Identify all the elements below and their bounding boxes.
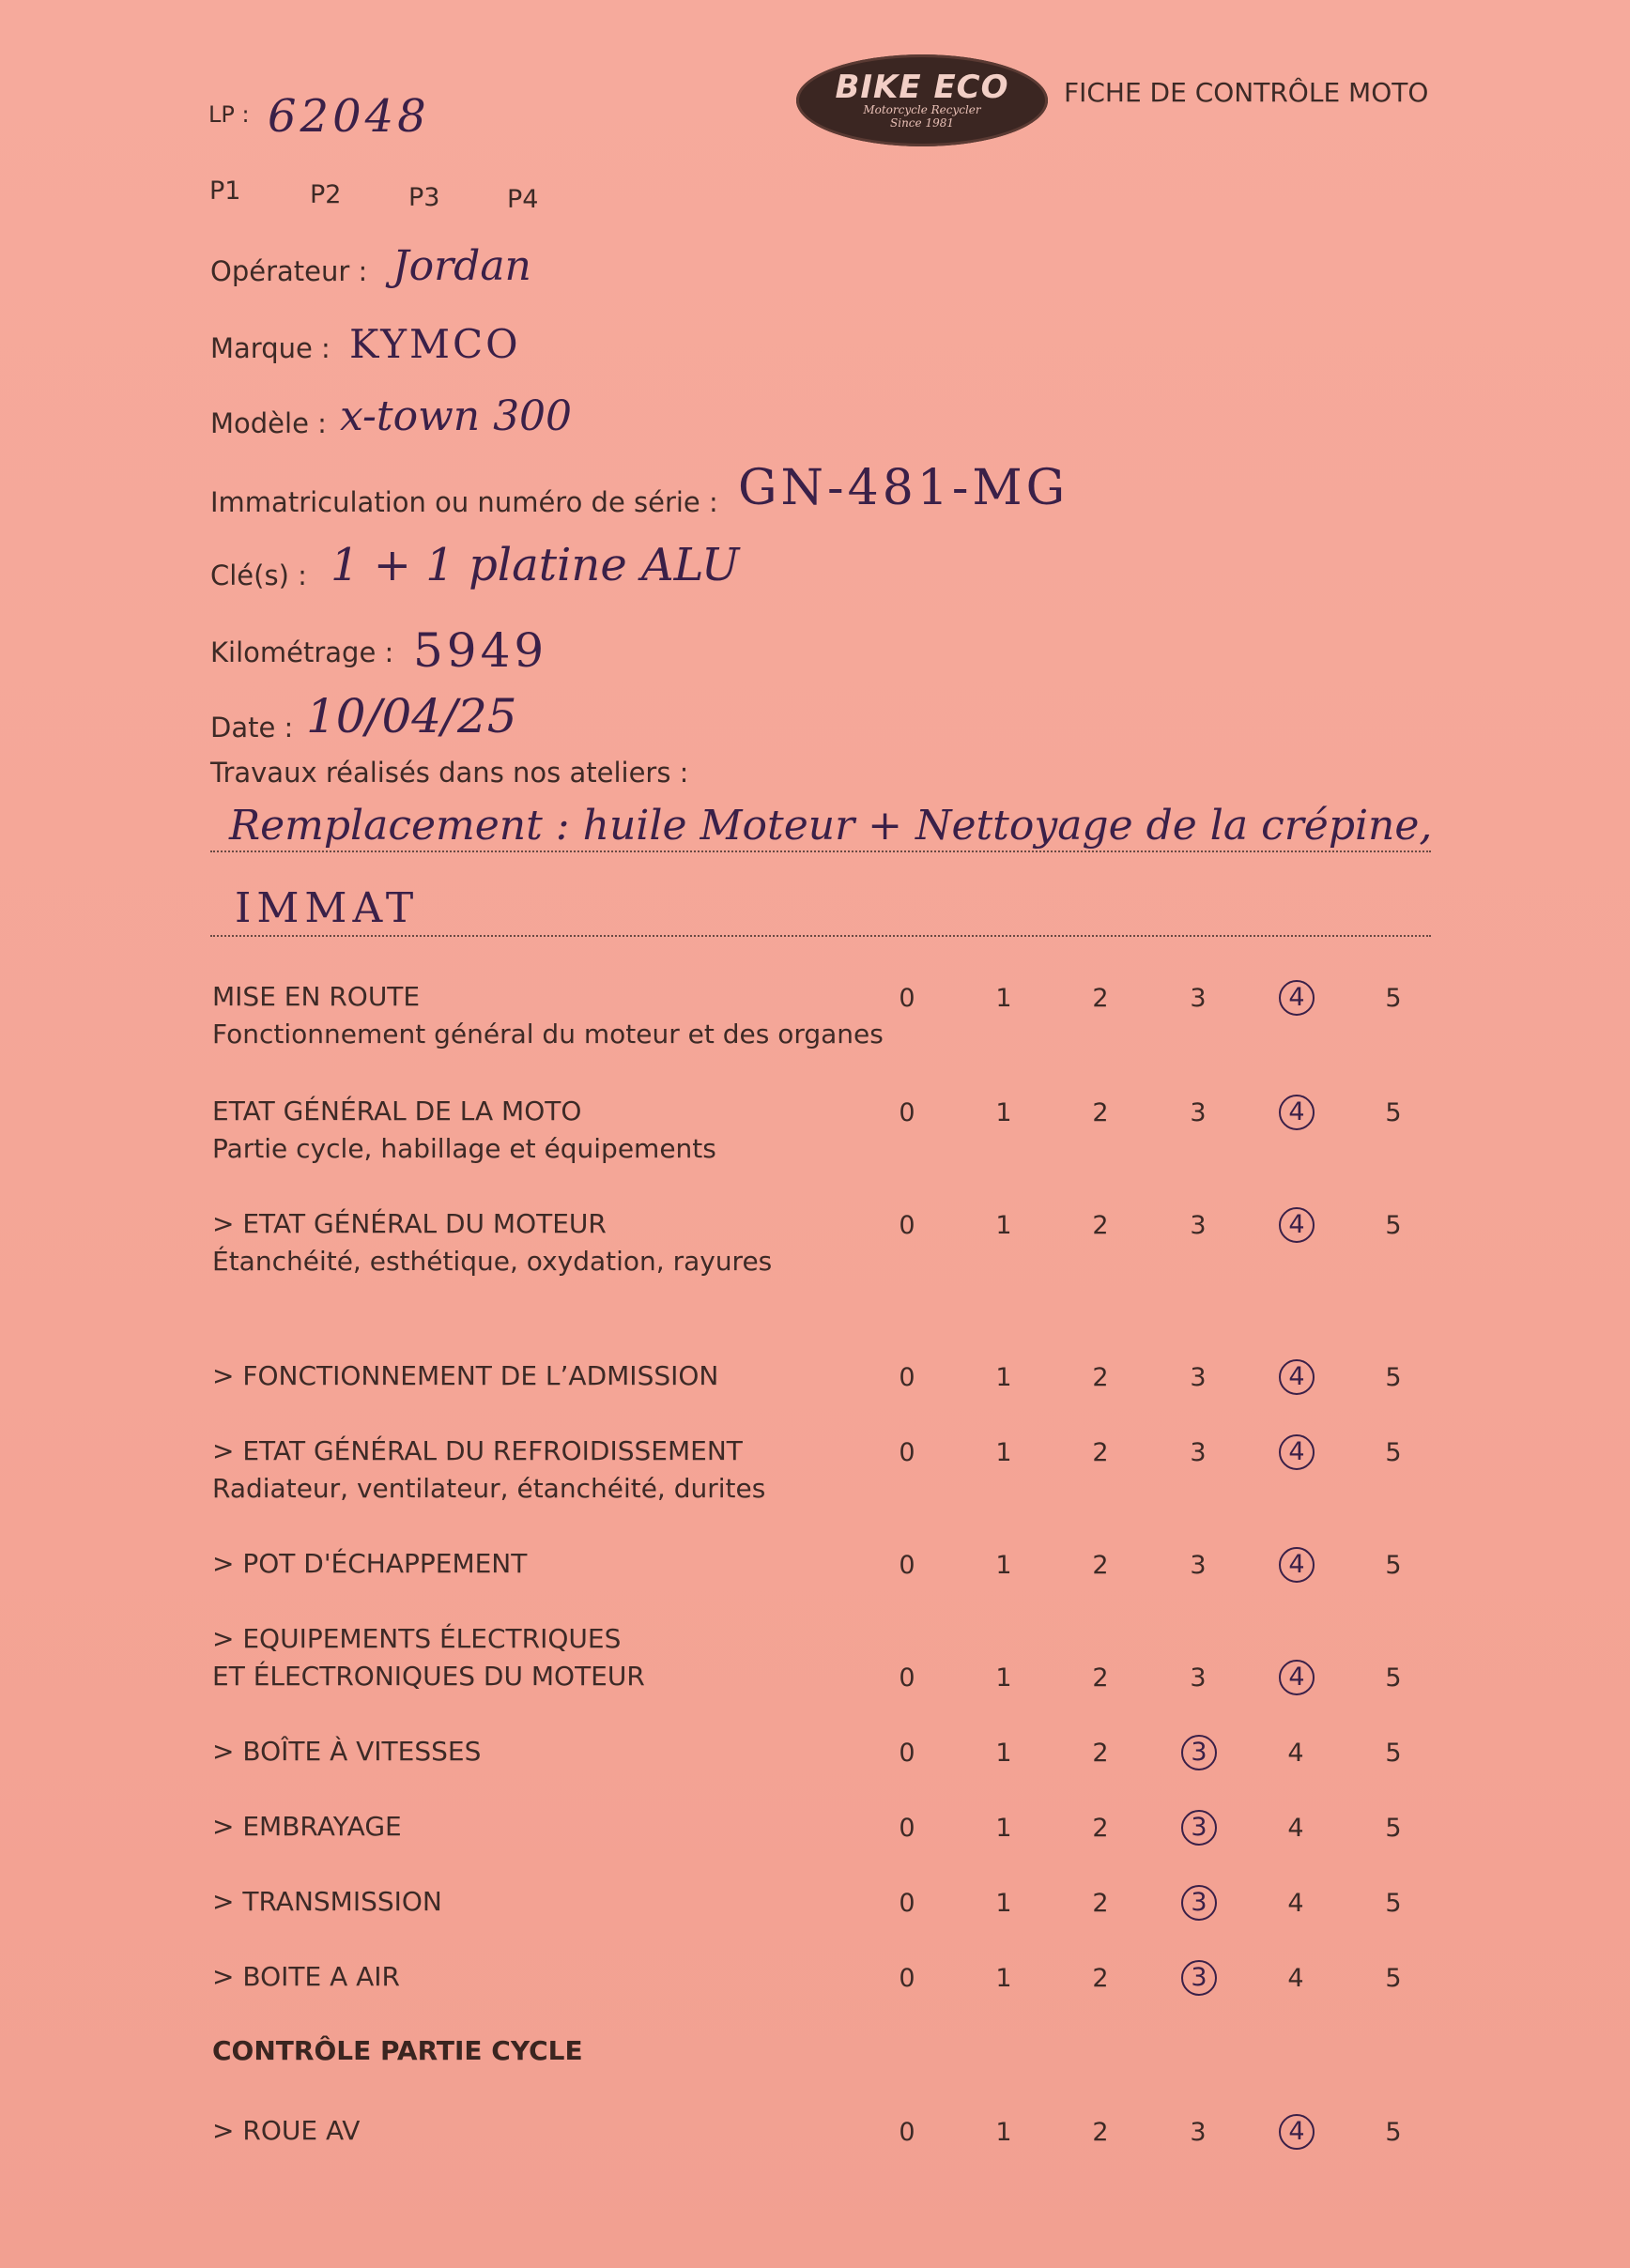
rating-score[interactable]: 4 [1287,1964,1304,1993]
page-marker-p4: P4 [507,185,539,214]
km-label: Kilométrage : [210,636,394,668]
rating-row-subtitle: ET ÉLECTRONIQUES DU MOTEUR [212,1661,645,1692]
rating-score[interactable]: 1 [995,1663,1012,1693]
rating-row-title: > EQUIPEMENTS ÉLECTRIQUES [212,1623,622,1654]
rating-row-title: > ETAT GÉNÉRAL DU REFROIDISSEMENT [212,1435,743,1466]
rating-score[interactable]: 5 [1385,1964,1402,1993]
rating-score[interactable]: 0 [899,1098,915,1127]
rating-score[interactable]: 4 [1287,1889,1304,1918]
rating-score[interactable]: 0 [899,1964,915,1993]
modele-label: Modèle : [210,407,327,439]
rating-score[interactable]: 3 [1190,984,1207,1013]
rating-score-selected[interactable]: 4 [1279,980,1315,1016]
rating-score[interactable]: 1 [995,1438,1012,1467]
rating-score[interactable]: 1 [995,1739,1012,1768]
rating-score[interactable]: 0 [899,2118,915,2147]
date-value: 10/04/25 [306,689,517,743]
logo-since: Since 1981 [890,116,954,130]
rating-score[interactable]: 5 [1385,1663,1402,1693]
operateur-label: Opérateur : [210,255,368,287]
page-marker-p2: P2 [310,180,342,209]
rating-row-title: > BOÎTE À VITESSES [212,1736,482,1767]
rating-row-title: > EMBRAYAGE [212,1811,402,1842]
section-title-partie-cycle: CONTRÔLE PARTIE CYCLE [212,2035,583,2066]
form-title: FICHE DE CONTRÔLE MOTO [1064,77,1429,108]
rating-row-subtitle: Radiateur, ventilateur, étanchéité, durites [212,1473,766,1504]
rating-score[interactable]: 2 [1092,1363,1109,1392]
rating-score[interactable]: 4 [1287,1739,1304,1768]
travaux-dotline-1 [210,850,1431,852]
travaux-line-2: IMMAT [235,884,420,932]
rating-score[interactable]: 3 [1190,2118,1207,2147]
rating-score[interactable]: 3 [1190,1098,1207,1127]
page-marker-p1: P1 [209,176,241,206]
rating-row-title: > TRANSMISSION [212,1886,442,1917]
lp-label: LP : [208,101,250,128]
rating-score[interactable]: 0 [899,1363,915,1392]
rating-score[interactable]: 1 [995,984,1012,1013]
rating-score[interactable]: 5 [1385,1438,1402,1467]
rating-score[interactable]: 0 [899,984,915,1013]
rating-score-selected[interactable]: 3 [1181,1810,1217,1846]
rating-score[interactable]: 1 [995,1814,1012,1843]
rating-score[interactable]: 1 [995,1211,1012,1240]
rating-score[interactable]: 1 [995,1551,1012,1580]
travaux-label: Travaux réalisés dans nos ateliers : [210,757,689,789]
immat-label: Immatriculation ou numéro de série : [210,486,718,518]
rating-row-subtitle: Partie cycle, habillage et équipements [212,1133,716,1164]
rating-score-selected[interactable]: 4 [1279,1660,1315,1695]
km-value: 5949 [413,623,548,678]
rating-row-title: > POT D'ÉCHAPPEMENT [212,1548,528,1579]
rating-score[interactable]: 3 [1190,1551,1207,1580]
rating-score[interactable]: 2 [1092,1098,1109,1127]
logo-tagline: Motorcycle Recycler [863,103,981,116]
rating-score[interactable]: 1 [995,1098,1012,1127]
rating-score[interactable]: 5 [1385,1739,1402,1768]
logo-brand: BIKE ECO [835,69,1009,106]
rating-score-selected[interactable]: 4 [1279,1207,1315,1243]
rating-score[interactable]: 2 [1092,984,1109,1013]
rating-row-title: > FONCTIONNEMENT DE L’ADMISSION [212,1360,719,1391]
travaux-line-1: Remplacement : huile Moteur + Nettoyage de la crépine, [229,802,1433,850]
rating-score[interactable]: 4 [1287,1814,1304,1843]
rating-score[interactable]: 3 [1190,1211,1207,1240]
rating-row-title: > BOITE A AIR [212,1961,400,1992]
rating-score-selected[interactable]: 4 [1279,1095,1315,1130]
travaux-dotline-2 [210,935,1431,937]
rating-score[interactable]: 1 [995,1363,1012,1392]
rating-score[interactable]: 2 [1092,1889,1109,1918]
rating-score[interactable]: 5 [1385,1551,1402,1580]
rating-score[interactable]: 2 [1092,1551,1109,1580]
rating-score[interactable]: 1 [995,1889,1012,1918]
rating-score[interactable]: 2 [1092,1964,1109,1993]
rating-score[interactable]: 0 [899,1438,915,1467]
rating-row-title: > ROUE AV [212,2115,361,2146]
operateur-value: Jordan [392,242,531,290]
rating-score[interactable]: 5 [1385,1098,1402,1127]
rating-score[interactable]: 3 [1190,1663,1207,1693]
rating-score[interactable]: 5 [1385,1814,1402,1843]
marque-value: KYMCO [349,321,521,367]
rating-score-selected[interactable]: 3 [1181,1735,1217,1770]
rating-score[interactable]: 2 [1092,1663,1109,1693]
rating-score[interactable]: 5 [1385,1363,1402,1392]
bike-eco-logo [796,54,1048,146]
immat-value: GN-481-MG [738,460,1069,516]
rating-score-selected[interactable]: 4 [1279,1434,1315,1470]
marque-label: Marque : [210,332,331,364]
cles-label: Clé(s) : [210,559,307,591]
rating-score-selected[interactable]: 4 [1279,1359,1315,1395]
page-marker-p3: P3 [408,183,440,212]
rating-row-subtitle: Fonctionnement général du moteur et des organes [212,1019,884,1050]
rating-score[interactable]: 5 [1385,1211,1402,1240]
rating-score[interactable]: 3 [1190,1438,1207,1467]
rating-score-selected[interactable]: 3 [1181,1885,1217,1921]
rating-score[interactable]: 5 [1385,1889,1402,1918]
rating-row-subtitle: Étanchéité, esthétique, oxydation, rayures [212,1246,773,1277]
rating-score[interactable]: 0 [899,1551,915,1580]
rating-score[interactable]: 2 [1092,1211,1109,1240]
rating-score[interactable]: 0 [899,1211,915,1240]
rating-score[interactable]: 2 [1092,1438,1109,1467]
rating-row-title: MISE EN ROUTE [212,981,421,1012]
rating-score[interactable]: 5 [1385,984,1402,1013]
rating-score[interactable]: 0 [899,1739,915,1768]
rating-score[interactable]: 0 [899,1814,915,1843]
rating-score[interactable]: 1 [995,1964,1012,1993]
rating-score[interactable]: 1 [995,2118,1012,2147]
rating-score[interactable]: 0 [899,1663,915,1693]
rating-score-selected[interactable]: 4 [1279,2114,1315,2150]
rating-score[interactable]: 2 [1092,2118,1109,2147]
rating-row-title: > ETAT GÉNÉRAL DU MOTEUR [212,1208,607,1239]
rating-score[interactable]: 0 [899,1889,915,1918]
cles-value: 1 + 1 platine ALU [331,539,740,591]
modele-value: x-town 300 [340,392,573,440]
rating-row-title: ETAT GÉNÉRAL DE LA MOTO [212,1096,582,1126]
rating-score[interactable]: 2 [1092,1814,1109,1843]
rating-score[interactable]: 2 [1092,1739,1109,1768]
rating-score-selected[interactable]: 3 [1181,1960,1217,1996]
date-label: Date : [210,712,294,743]
rating-score-selected[interactable]: 4 [1279,1547,1315,1583]
rating-score[interactable]: 3 [1190,1363,1207,1392]
rating-score[interactable]: 5 [1385,2118,1402,2147]
lp-value: 62048 [268,90,430,143]
